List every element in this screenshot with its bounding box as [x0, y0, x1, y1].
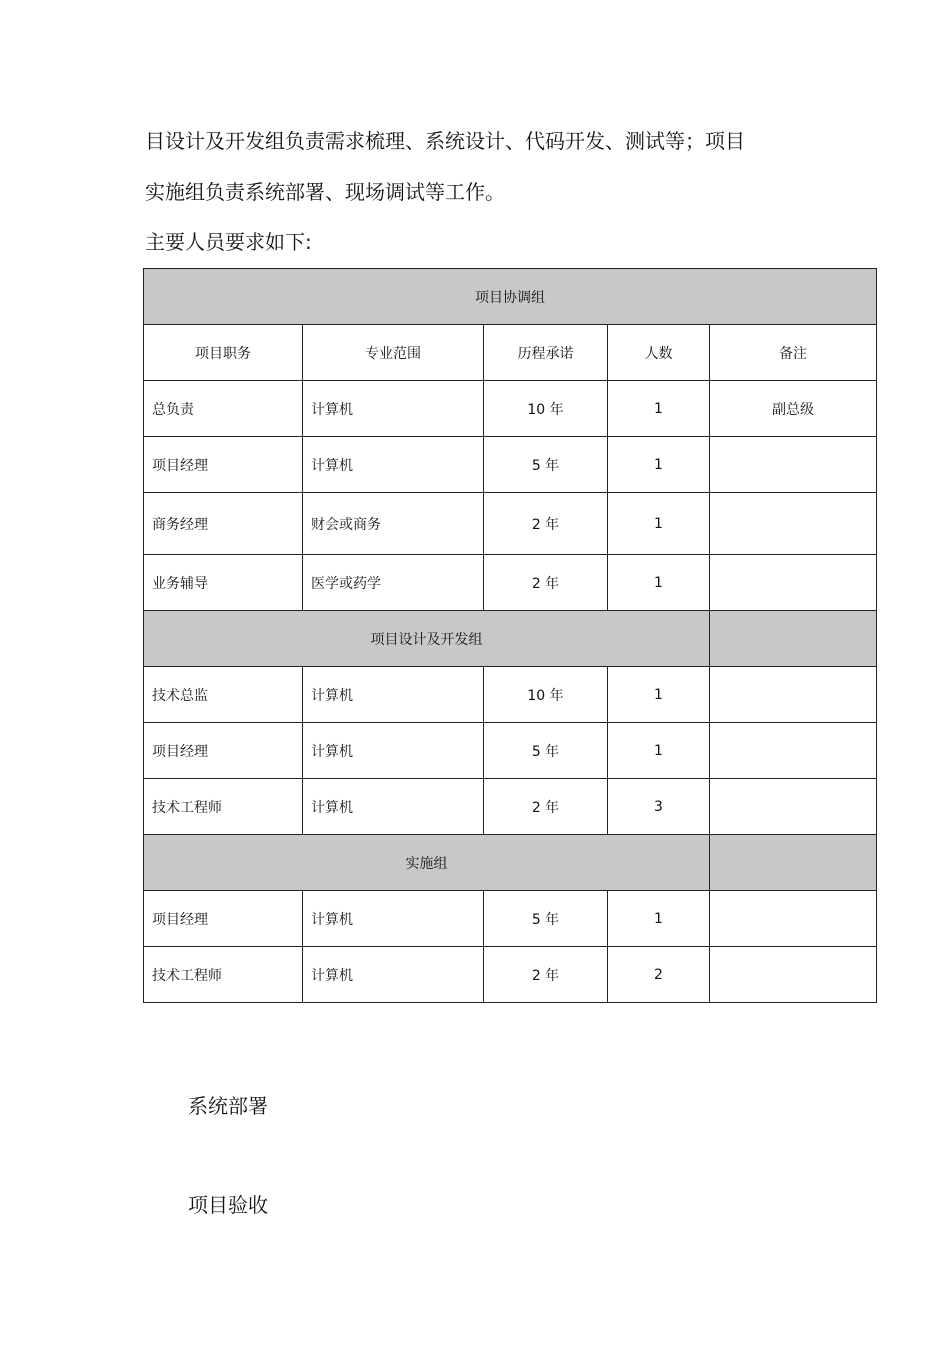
cell-years: 10 年	[484, 667, 608, 723]
group-title-design: 项目设计及开发组	[144, 611, 710, 667]
table-row	[144, 437, 877, 493]
cell-count: 1	[608, 437, 710, 493]
cell-count: 1	[608, 555, 710, 611]
intro-line-1: 目设计及开发组负责需求梳理、系统设计、代码开发、测试等；项目	[145, 129, 745, 153]
cell-count: 1	[608, 723, 710, 779]
group-row-design	[144, 611, 877, 667]
cell-years: 10 年	[484, 381, 608, 437]
header-years: 历程承诺	[484, 325, 608, 381]
cell-major: 计算机	[303, 381, 484, 437]
cell-major: 计算机	[303, 947, 484, 1003]
cell-count: 1	[608, 381, 710, 437]
cell-years: 2 年	[484, 947, 608, 1003]
cell-role: 商务经理	[144, 493, 303, 555]
cell-major: 财会或商务	[303, 493, 484, 555]
cell-role: 技术总监	[144, 667, 303, 723]
cell-major: 计算机	[303, 891, 484, 947]
header-role: 项目职务	[144, 325, 303, 381]
cell-role: 技术工程师	[144, 947, 303, 1003]
group-title-implementation: 实施组	[144, 835, 710, 891]
cell-major: 计算机	[303, 437, 484, 493]
cell-note	[710, 667, 877, 723]
cell-count: 1	[608, 493, 710, 555]
cell-note	[710, 493, 877, 555]
table-row	[144, 493, 877, 555]
cell-major: 计算机	[303, 723, 484, 779]
cell-major: 计算机	[303, 667, 484, 723]
cell-years: 2 年	[484, 493, 608, 555]
intro-line-3: 主要人员要求如下:	[145, 230, 312, 254]
table-header-row	[144, 325, 877, 381]
staff-requirements-table	[143, 268, 877, 1003]
cell-note	[710, 723, 877, 779]
header-note: 备注	[710, 325, 877, 381]
table-row	[144, 947, 877, 1003]
cell-note	[710, 779, 877, 835]
table-row	[144, 555, 877, 611]
table-row	[144, 779, 877, 835]
cell-major: 计算机	[303, 779, 484, 835]
cell-role: 项目经理	[144, 437, 303, 493]
cell-role: 技术工程师	[144, 779, 303, 835]
cell-role: 总负责	[144, 381, 303, 437]
cell-count: 3	[608, 779, 710, 835]
cell-years: 5 年	[484, 891, 608, 947]
section-heading-deploy: 系统部署	[188, 1094, 268, 1118]
group-empty-cell	[710, 611, 877, 667]
table-row	[144, 723, 877, 779]
cell-note	[710, 891, 877, 947]
cell-years: 2 年	[484, 555, 608, 611]
table-row	[144, 667, 877, 723]
cell-years: 2 年	[484, 779, 608, 835]
cell-note: 副总级	[710, 381, 877, 437]
cell-note	[710, 555, 877, 611]
cell-role: 项目经理	[144, 723, 303, 779]
group-row-coordination	[144, 269, 877, 325]
cell-role: 项目经理	[144, 891, 303, 947]
cell-note	[710, 947, 877, 1003]
group-empty-cell	[710, 835, 877, 891]
cell-role: 业务辅导	[144, 555, 303, 611]
cell-years: 5 年	[484, 437, 608, 493]
group-row-implementation	[144, 835, 877, 891]
intro-line-2: 实施组负责系统部署、现场调试等工作。	[145, 180, 505, 204]
cell-count: 1	[608, 891, 710, 947]
cell-major: 医学或药学	[303, 555, 484, 611]
group-title-coordination: 项目协调组	[144, 269, 877, 325]
cell-years: 5 年	[484, 723, 608, 779]
header-major: 专业范围	[303, 325, 484, 381]
cell-count: 1	[608, 667, 710, 723]
table-row	[144, 891, 877, 947]
cell-note	[710, 437, 877, 493]
section-heading-acceptance: 项目验收	[188, 1193, 268, 1217]
table-row	[144, 381, 877, 437]
cell-count: 2	[608, 947, 710, 1003]
header-count: 人数	[608, 325, 710, 381]
